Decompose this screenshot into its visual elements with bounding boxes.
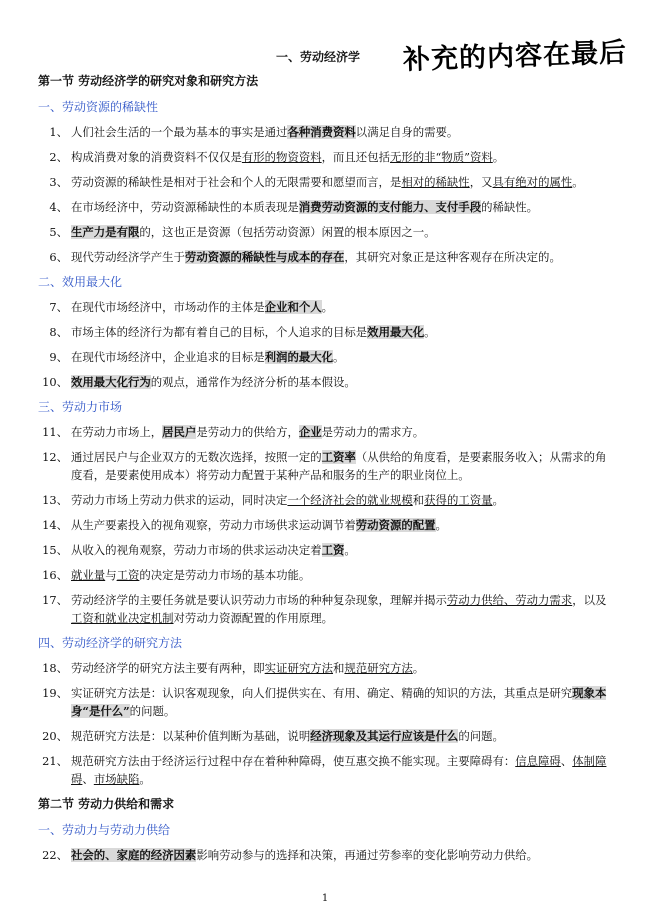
text-run: 和 bbox=[412, 493, 425, 507]
underlined-term: 就业量 bbox=[71, 568, 106, 582]
item-number: 19、 bbox=[42, 686, 68, 700]
item-number: 16、 bbox=[42, 568, 68, 582]
text-run: 。 bbox=[424, 325, 436, 339]
highlighted-term: 居民户 bbox=[162, 425, 197, 439]
item-number: 21、 bbox=[42, 754, 68, 768]
item-number: 20、 bbox=[42, 729, 68, 743]
list-item bbox=[38, 684, 614, 720]
underlined-term: 实证研究方法 bbox=[264, 661, 334, 675]
item-text bbox=[71, 448, 614, 484]
list-item bbox=[38, 373, 614, 391]
item-text bbox=[71, 684, 614, 720]
text-run: 实证研究方法是：认识客观现象，向人们提供实在、有用、确定、精确的知识的方法，其重点是研究 bbox=[71, 686, 573, 700]
text-run: 在现代市场经济中，市场动作的主体是 bbox=[71, 300, 265, 314]
item-number: 14、 bbox=[42, 518, 68, 532]
text-run: 现代劳动经济学产生于 bbox=[71, 250, 185, 264]
underlined-term: 有形的物资资料 bbox=[241, 150, 322, 164]
list-item bbox=[38, 298, 614, 316]
highlighted-term: 劳动资源的配置 bbox=[355, 518, 436, 532]
list-item bbox=[38, 448, 614, 484]
highlighted-term: 各种消费资料 bbox=[287, 125, 356, 139]
item-number: 7、 bbox=[49, 300, 68, 314]
highlighted-term: 工资 bbox=[321, 543, 345, 557]
underlined-term: 信息障碍 bbox=[515, 754, 561, 768]
item-number: 13、 bbox=[42, 493, 68, 507]
text-run: 劳动经济学的研究方法主要有两种，即 bbox=[71, 661, 265, 675]
item-number: 1、 bbox=[49, 125, 68, 139]
text-run: 劳动资源的稀缺性是相对于社会和个人的无限需要和愿望而言，是 bbox=[71, 175, 402, 189]
item-number: 8、 bbox=[49, 325, 68, 339]
item-number: 11、 bbox=[42, 425, 68, 439]
subsection-heading: 一、劳动力与劳动力供给 bbox=[38, 823, 171, 837]
item-text bbox=[71, 491, 614, 509]
text-run: 人们社会生活的一个最为基本的事实是通过 bbox=[71, 125, 288, 139]
highlighted-term: 效用最大化 bbox=[367, 325, 425, 339]
subsection-heading: 四、劳动经济学的研究方法 bbox=[38, 636, 183, 650]
text-run: 和 bbox=[333, 661, 345, 675]
list-item bbox=[38, 591, 614, 627]
text-run: 。 bbox=[435, 518, 447, 532]
text-run: 通过居民户与企业双方的无数次选择，按照一定的 bbox=[71, 450, 322, 464]
item-text bbox=[71, 298, 614, 316]
list-item bbox=[38, 123, 614, 141]
text-run: 对劳动力资源配置的作用原理。 bbox=[173, 611, 334, 625]
handwritten-note: 补充的内容在最后 bbox=[402, 37, 628, 76]
list-item bbox=[38, 541, 614, 559]
item-number: 3、 bbox=[49, 175, 68, 189]
list-item bbox=[38, 516, 614, 534]
item-text bbox=[71, 173, 614, 191]
highlighted-term: 社会的、家庭的经济因素 bbox=[71, 848, 197, 862]
text-run: 。 bbox=[492, 493, 504, 507]
text-run: 的决定是劳动力市场的基本功能。 bbox=[139, 568, 311, 582]
underlined-term: 体制障碍 bbox=[71, 754, 607, 786]
text-run: （从供给的角度看，是要素服务收入；从需求的角度看，是要素使用成本）将劳动力配置于某种产品和服务的生产的职业岗位上。 bbox=[71, 450, 607, 482]
item-number: 17、 bbox=[42, 593, 68, 607]
text-run: 的稀缺性。 bbox=[481, 200, 539, 214]
list-item bbox=[38, 173, 614, 191]
highlighted-term: 工资率 bbox=[321, 450, 356, 464]
list-item bbox=[38, 223, 614, 241]
text-run: 。 bbox=[333, 350, 345, 364]
text-run: 。 bbox=[344, 543, 356, 557]
underlined-term: 劳动力供给、劳动力需求 bbox=[446, 593, 573, 607]
item-number: 18、 bbox=[42, 661, 68, 675]
highlighted-term: 利润的最大化 bbox=[264, 350, 334, 364]
underlined-term: 相对的稀缺性 bbox=[401, 175, 470, 189]
item-text bbox=[71, 752, 614, 788]
item-text bbox=[71, 566, 614, 584]
underlined-term: 获得的工资量 bbox=[424, 493, 493, 507]
underlined-term: 市场缺陷 bbox=[93, 772, 140, 786]
item-number: 2、 bbox=[49, 150, 68, 164]
item-text bbox=[71, 148, 614, 166]
list-item bbox=[38, 198, 614, 216]
item-number: 4、 bbox=[49, 200, 68, 214]
text-run: 、 bbox=[82, 772, 94, 786]
text-run: 是劳动力的需求方。 bbox=[321, 425, 425, 439]
list-item bbox=[38, 659, 614, 677]
item-number: 10、 bbox=[42, 375, 68, 389]
highlighted-term: 经济现象及其运行应该是什么 bbox=[310, 729, 459, 743]
list-item bbox=[38, 248, 614, 266]
page-number: 1 bbox=[321, 893, 329, 904]
highlighted-term: 企业 bbox=[298, 425, 322, 439]
subsection-heading: 一、劳动资源的稀缺性 bbox=[38, 100, 159, 114]
text-run: ，以及 bbox=[572, 593, 607, 607]
underlined-term: 规范研究方法 bbox=[344, 661, 413, 675]
text-run: 。 bbox=[492, 150, 505, 164]
item-number: 6、 bbox=[49, 250, 68, 264]
text-run: ，而且还包括 bbox=[321, 150, 390, 164]
highlighted-term: 企业和个人 bbox=[264, 300, 322, 314]
text-run: 是劳动力的供给方， bbox=[196, 425, 299, 439]
item-text bbox=[71, 423, 614, 441]
highlighted-term: 效用最大化行为 bbox=[71, 375, 151, 389]
highlighted-term: 现象本身“是什么” bbox=[71, 686, 607, 718]
item-text bbox=[71, 323, 614, 341]
item-text bbox=[71, 248, 614, 266]
text-run: 影响劳动参与的选择和决策，再通过劳参率的变化影响劳动力供给。 bbox=[196, 848, 539, 862]
item-text bbox=[71, 348, 614, 366]
underlined-term: 具有绝对的属性 bbox=[492, 175, 573, 189]
list-item bbox=[38, 727, 614, 745]
underlined-term: 一个经济社会的就业规模 bbox=[287, 493, 413, 507]
item-number: 12、 bbox=[42, 450, 68, 464]
text-run: 的问题。 bbox=[129, 704, 176, 718]
text-run: 规范研究方法是：以某种价值判断为基础，说明 bbox=[71, 729, 311, 743]
text-run: 。 bbox=[321, 300, 334, 314]
item-text bbox=[71, 846, 614, 864]
underlined-term: 工资 bbox=[116, 568, 140, 582]
list-item bbox=[38, 752, 614, 788]
list-item bbox=[38, 566, 614, 584]
item-text bbox=[71, 727, 614, 745]
text-run: ，其研究对象正是这种客观存在所决定的。 bbox=[344, 250, 561, 264]
list-item bbox=[38, 348, 614, 366]
text-run: 市场主体的经济行为都有着自己的目标，个人追求的目标是 bbox=[71, 325, 368, 339]
underlined-term: 工资和就业决定机制 bbox=[71, 611, 174, 625]
subsection-heading: 三、劳动力市场 bbox=[38, 400, 123, 414]
highlighted-term: 生产力是有限 bbox=[71, 225, 140, 239]
text-run: 规范研究方法由于经济运行过程中存在着种种障碍，使互惠交换不能实现。主要障碍有： bbox=[71, 754, 516, 768]
text-run: 从收入的视角观察，劳动力市场的供求运动决定着 bbox=[71, 543, 322, 557]
text-run: 以满足自身的需要。 bbox=[355, 125, 459, 139]
text-run: 。 bbox=[572, 175, 584, 189]
section-title: 第二节 劳动力供给和需求 bbox=[38, 797, 175, 811]
list-item bbox=[38, 423, 614, 441]
item-text bbox=[71, 123, 614, 141]
text-run: 在现代市场经济中，企业追求的目标是 bbox=[71, 350, 265, 364]
text-run: ，又 bbox=[469, 175, 493, 189]
highlighted-term: 劳动资源的稀缺性与成本的存在 bbox=[184, 250, 345, 264]
text-run: 的观点，通常作为经济分析的基本假设。 bbox=[150, 375, 356, 389]
item-text bbox=[71, 373, 614, 391]
item-text bbox=[71, 223, 614, 241]
list-item bbox=[38, 491, 614, 509]
item-text bbox=[71, 541, 614, 559]
text-run: 的，这也正是资源（包括劳动资源）闲置的根本原因之一。 bbox=[139, 225, 436, 239]
item-number: 5、 bbox=[49, 225, 68, 239]
item-text bbox=[71, 659, 614, 677]
text-run: 在市场经济中，劳动资源稀缺性的本质表现是 bbox=[71, 200, 299, 214]
item-number: 9、 bbox=[49, 350, 68, 364]
text-run: 与 bbox=[105, 568, 117, 582]
item-text bbox=[71, 516, 614, 534]
text-run: 。 bbox=[139, 772, 151, 786]
text-run: 的问题。 bbox=[458, 729, 504, 743]
text-run: 从生产要素投入的视角观察，劳动力市场供求运动调节着 bbox=[71, 518, 356, 532]
text-run: 构成消费对象的消费资料不仅仅是 bbox=[71, 150, 242, 164]
text-run: 劳动经济学的主要任务就是要认识劳动力市场的种种复杂现象，理解并揭示 bbox=[71, 593, 447, 607]
item-number: 22、 bbox=[42, 848, 68, 862]
document-title: 一、劳动经济学 bbox=[276, 50, 361, 64]
highlighted-term: 消费劳动资源的支付能力、支付手段 bbox=[298, 200, 482, 214]
item-text bbox=[71, 198, 614, 216]
text-run: 劳动力市场上劳动力供求的运动，同时决定 bbox=[71, 493, 288, 507]
section-title: 第一节 劳动经济学的研究对象和研究方法 bbox=[38, 74, 259, 88]
text-run: 、 bbox=[560, 754, 573, 768]
item-number: 15、 bbox=[42, 543, 68, 557]
text-run: 。 bbox=[412, 661, 425, 675]
document-body bbox=[38, 72, 614, 871]
subsection-heading: 二、效用最大化 bbox=[38, 275, 123, 289]
text-run: 在劳动力市场上， bbox=[71, 425, 163, 439]
underlined-term: 无形的非“物质”资料 bbox=[389, 150, 493, 164]
list-item bbox=[38, 148, 614, 166]
list-item bbox=[38, 846, 614, 864]
list-item bbox=[38, 323, 614, 341]
item-text bbox=[71, 591, 614, 627]
